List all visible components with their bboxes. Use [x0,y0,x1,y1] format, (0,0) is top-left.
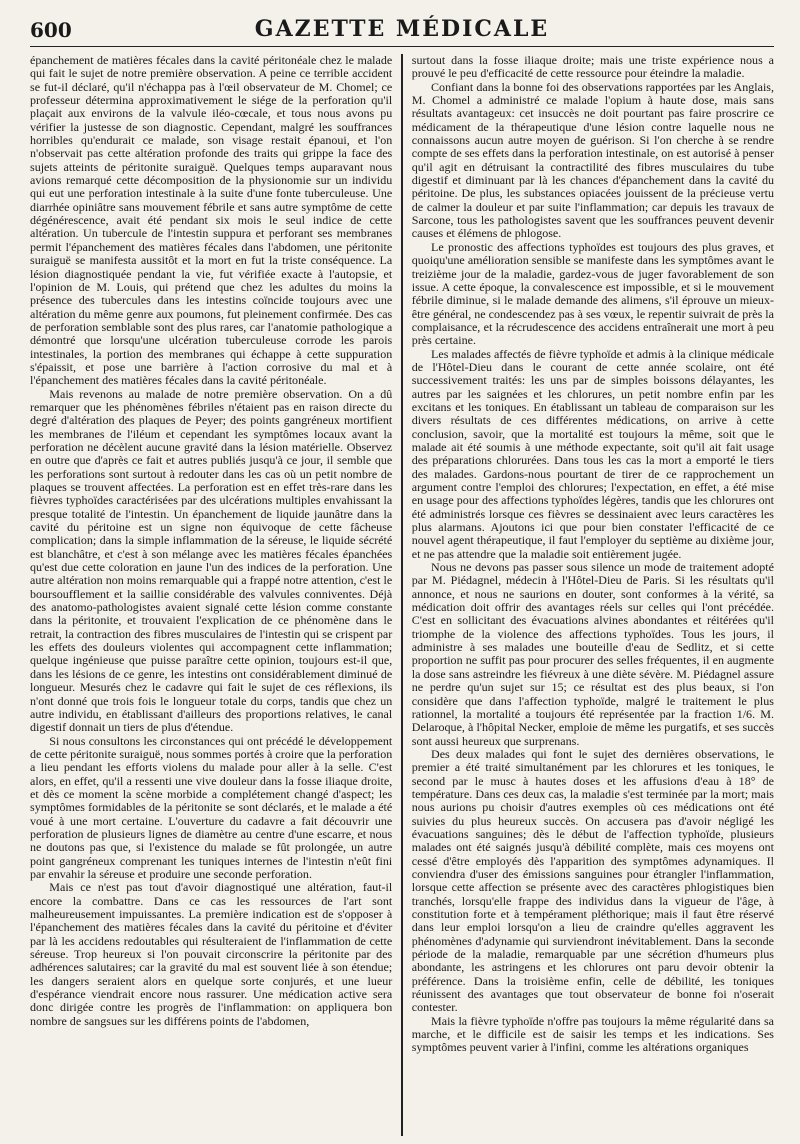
journal-title: GAZETTE MÉDICALE [254,16,550,42]
article-columns [30,54,774,1136]
paragraph: épanchement de matières fécales dans la cavité péritonéale chez le malade qui fait le sujet de notre première observation. A peine ce terrible accident se fut-il déclaré, qu'il n'échappa pas à l'œil observateur de M. Chomel; ce professeur détermina approximativement le siége de la perforation qu'il plaçait aux environs de la valvule iléo-cœcale, et tous nous avons pu vérifier la justesse de son diagnostic. Cependant, malgré les souffrances horribles qu'endurait ce malade, son visage restait épanoui, et l'on n'observait pas cette altération profonde des traits qui grippe la face des sujets atteints de péritonite suraiguë. Quelques temps auparavant nous avions remarqué cette décomposition de la physionomie sur un individu qui eut une perforation intestinale à la suite d'une fonte tuberculeuse. Une diarrhée opiniâtre sans mouvement fébrile et sans autre symptôme de cette dégénérescence, avait été pendant six mois le seul indice de cette altération. Un tubercule de l'intestin suppura et perforant ses membranes permit l'épanchement des matières fécales dans l'abdomen, une péritonite suraiguë se manifesta aussitôt et la mort en fut la triste conséquence. La lésion diagnostiquée pendant la vie, fut vérifiée exacte à l'autopsie, et l'opinion de M. Louis, qui prétend que chez les adultes du moins la présence des tubercules dans les intestins coïncide toujours avec une altération du même genre aux poumons, fut pleinement confirmée. Des cas de perforation semblable sont des plus rares, car l'anatomie pathologique a démontré que lorsqu'une ulcération tuberculeuse corrode les parois intestinales, la portion des membranes qui échappe à cette suppuration s'épaissit, et pose une barrière à l'action corrosive du mal et à l'épanchement des matières fécales dans la cavité péritonéale. [30,54,393,388]
left-column [30,54,401,1136]
page-header [30,8,774,47]
paragraph: Si nous consultons les circonstances qui ont précédé le développement de cette péritonite suraiguë, nous sommes portés à croire que la perforation a lieu pendant les efforts violens du malade pour aller à la selle. C'est alors, en effet, qu'il a ressenti une vive douleur dans la fosse iliaque droite, et dès ce moment la scène morbide a complétement changé d'aspect; les symptômes formidables de la péritonite se sont déclarés, et le malade a été voué à une mort certaine. L'ouverture du cadavre a fait découvrir une perforation de plusieurs lignes de diamètre au centre d'une escarre, et nous ne doutons pas que, si l'existence du malade se fût prolongée, un autre point gangréneux comprenant les tuniques internes de l'intestin n'eût fini par envahir la séreuse et produire une seconde perforation. [30,733,393,881]
right-column [403,54,774,1136]
paragraph: Confiant dans la bonne foi des observations rapportées par les Anglais, M. Chomel a administré ce malade l'opium à haute dose, mais sans résultats avantageux: cet insuccès ne doit pourtant pas faire proscrire ce médicament de la thérapeutique d'une lésion contre laquelle nous ne connaissons aucun autre moyen de guérison. Si l'on cherche à se rendre compte de ses effets dans la perforation intestinale, on est autorisé à penser qu'il agit en détruisant la contractilité des fibres musculaires du tube digestif et diminuant par là les chances d'épanchement dans la cavité du péritoine. De plus, les substances opiacées jouissent de la précieuse vertu de calmer la douleur et par suite l'inflammation; car depuis les travaux de Sarcone, tous les pathologistes savent que les souffrances peuvent devenir causes et élémens de phlogose. [411,79,774,241]
paragraph: Les malades affectés de fièvre typhoïde et admis à la clinique médicale de l'Hôtel-Dieu dans le courant de cette année scolaire, ont été successivement traités: les uns par de simples boissons délayantes, les autres par les saignées et les chlorures, un petit nombre enfin par les excitans et les toniques. En établissant un tableau de comparaison sur les divers résultats de ces différentes médications, on arrive à cette conclusion, savoir, que la mortalité est toujours la même, soit que le malade ait été soumis à une méthode expectante, soit qu'il ait fait usage des préparations chlorurées. Dans tous les cas la mort a emporté le tiers des malades. Gardons-nous pourtant de tirer de ce rapprochement un argument contre l'emploi des chlorures; l'expectation, en effet, a été mise en usage pour des affections typhoïdes légères, tandis que les chlorures ont été administrés lorsque ces fièvres se dessinaient avec leurs caractères les plus alarmans. Ajoutons ici que pour bien constater l'efficacité de ce nouvel agent thérapeutique, il faut l'employer du septième au dixième jour, et ne pas attendre que la maladie soit entièrement jugée. [411,346,774,561]
paragraph: Mais ce n'est pas tout d'avoir diagnostiqué une altération, faut-il encore la combattre. Dans ce cas les ressources de l'art sont malheureusement impuissantes. La première indication est de s'opposer à l'épanchement des matières fécales dans la cavité du péritoine et d'éviter par là les accidens redoutables qui résulteraient de l'inflammation de cette séreuse. Trop heureux si l'on pouvait circonscrire la péritonite par des adhérences salutaires; car la gravité du mal est souvent liée à son étendue; les dangers seraient alors en quelque sorte conjurés, et une lueur d'espérance viendrait encore nous rassurer. Une médication active sera donc dirigée contre les progrès de l'inflammation: on appliquera bon nombre de sangsues sur les différens points de l'abdomen, [30,880,393,1028]
page-number: 600 [30,18,72,42]
paragraph: surtout dans la fosse iliaque droite; mais une triste expérience nous a prouvé le peu d'efficacité de cette ressource pour éteindre la maladie. [411,54,774,81]
paragraph: Nous ne devons pas passer sous silence un mode de traitement adopté par M. Piédagnel, médecin à l'Hôtel-Dieu de Paris. Si les résultats qu'il annonce, et nous ne saurions en douter, sont conformes à la vérité, sa médication doit offrir des avantages réels sur celles qui l'ont précédée. C'est en sollicitant des évacuations alvines abondantes et réitérées qu'il triomphe de la violence des affections typhoïdes. Tous les jours, il administre à ses malades une bouteille d'eau de Sedlitz, et si cette proportion ne suffit pas pour procurer des selles fréquentes, il en augmente la dose sans astreindre les fiévreux à une diète sévère. M. Piédagnel assure ne perdre qu'un sujet sur 15; ce résultat est des plus beaux, si l'on considère que dans l'affection typhoïde, malgré le traitement le plus rationnel, la mortalité a toujours été représentée par la fraction 1/6. M. Delaroque, à l'hôpital Necker, emploie de même les purgatifs, et ses succès sont aussi heureux que surprenans. [411,560,774,748]
paragraph: Le pronostic des affections typhoïdes est toujours des plus graves, et quoiqu'une amélioration sensible se manifeste dans les symptômes avant le treizième jour de la maladie, gardez-vous de juger favorablement de son issue. A cette époque, la convalescence est impossible, et si le mouvement fébrile diminue, si le malade demande des alimens, s'il éprouve un mieux-être général, ne condescendez pas à ses vœux, le repentir suivrait de près la complaisance, et la récrudescence des accidens entraînerait une mort à peu près certaine. [411,239,774,348]
paragraph: Des deux malades qui font le sujet des dernières observations, le premier a été traité simultanément par les chlorures et les toniques, le second par le musc à hautes doses et les affusions d'eau à 18° de température. Dans ces deux cas, la maladie s'est terminée par la mort; mais nous aurions pu choisir d'autres exemples où ces médications ont été suivies du plus heureux succès. On accusera pas d'avoir négligé les évacuations sanguines; dès le début de l'affection typhoïde, plusieurs malades ont été saignés jusqu'à débilité complète, mais ces moyens ont cessé d'être employés dès l'apparition des symptômes adynamiques. Il conviendra d'user des émissions sanguines pour étrangler l'inflammation, lorsque cette affection se présente avec des caractères phlogistiques bien tranchés, lorsqu'elle frappe des individus dans la vigueur de l'âge, à constitution forte et à tempérament pléthorique; mais il faut être réservé dans leur emploi lorsqu'on a lieu de craindre qu'elles aggravent les phénomènes d'adynamie qui surviendront inévitablement. Dans la seconde période de la maladie, remarquable par une sécrétion d'humeurs plus abondante, les astringens et les chlorures ont paru devoir obtenir la préférence. Dans la troisième enfin, celle de débilité, les toniques réunissent des avantages que tout observateur de bonne foi n'oserait contester. [411,746,774,1015]
paragraph: Mais revenons au malade de notre première observation. On a dû remarquer que les phénomènes fébriles n'étaient pas en raison directe du degré d'altération des plaques de Peyer; des points gangréneux mortifient les membranes de l'iléum et cependant les symptômes locaux avant la perforation ne décèlent aucune gravité dans la lésion matérielle. Observez en outre que d'après ce fait et autres publiés jusqu'à ce jour, il semble que les perforations sont surtout à redouter dans les cas où un petit nombre de plaques se trouvent affectées. La perforation est en effet très-rare dans les fièvres typhoïdes caractérisées par des ulcérations multiples envahissant la presque totalité de l'intestin. Un épanchement de liquide jaunâtre dans la cavité du péritoine est un signe non équivoque de cette fâcheuse complication; dans la simple inflammation de la séreuse, le liquide sécrété est blanchâtre, et c'est à son mélange avec les matières fécales épanchées qu'est due cette coloration en jaune l'un des indices de la perforation. Une autre altération non moins remarquable qui a frappé notre attention, c'est le boursoufflement et la saillie considérable des valvules conniventes. Déjà des anatomo-pathologistes avaient signalé cette lésion comme constante dans la péritonite, et trouvaient l'explication de ce phénomène dans le retrait, la contraction des fibres musculaires de l'intestin qui se crispent par les effets des douleurs violentes qui accompagnent cette inflammation; quelque ingénieuse que puisse paraître cette opinion, toujours est-il que, dans les lésions de ce genre, les intestins ont considérablement diminué de longueur. Mesurés chez le cadavre qui fait le sujet de ces réflexions, ils n'ont donné que trois fois le longueur totale du corps, tandis que chez un autre individu, en établissant d'ailleurs des proportions relatives, le canal digestif donnait un tiers de plus d'étendue. [30,386,393,735]
paragraph: Mais la fièvre typhoïde n'offre pas toujours la même régularité dans sa marche, et le difficile est de saisir les temps et les indications. Ses symptômes peuvent varier à l'infini, comme les altérations organiques [411,1013,774,1055]
